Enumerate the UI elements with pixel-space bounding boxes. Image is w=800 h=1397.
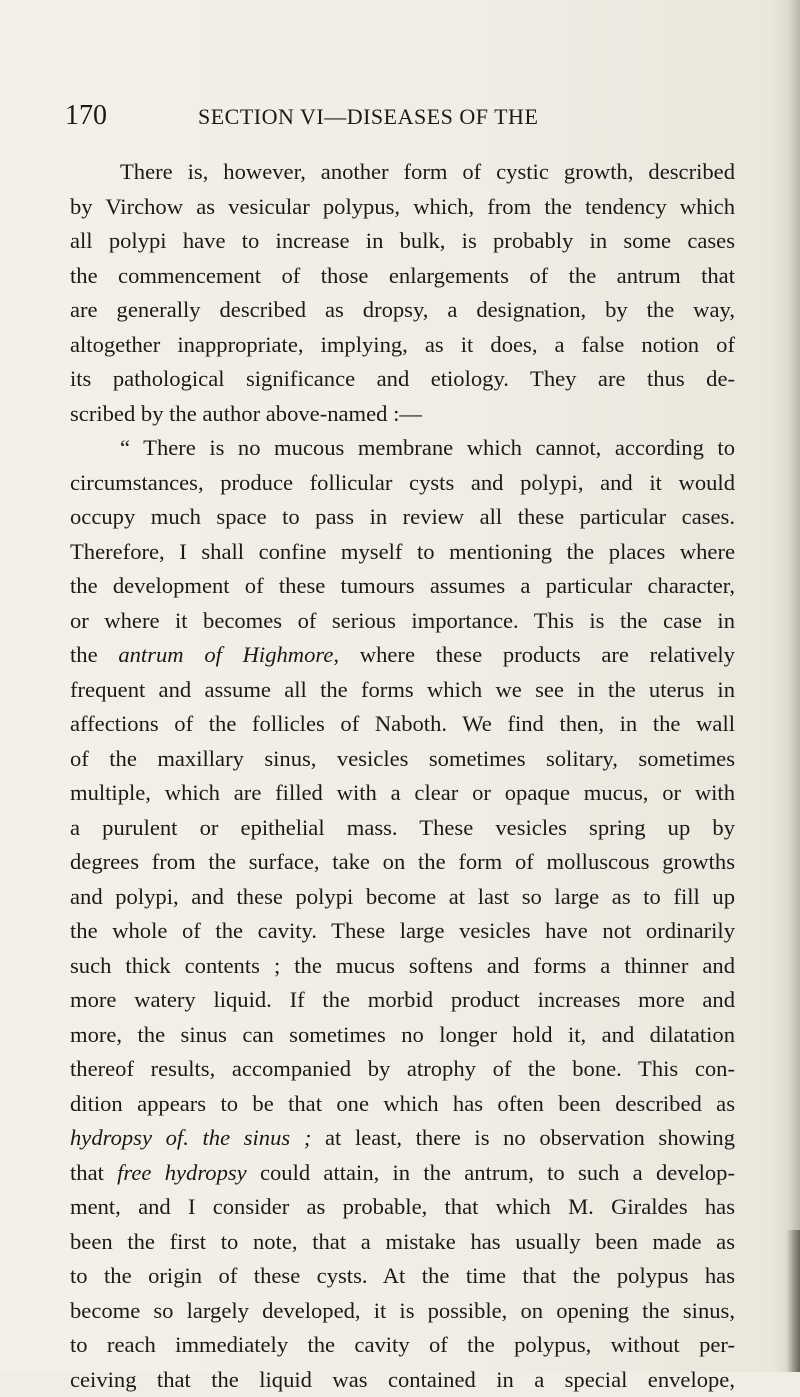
text-run: the: [70, 642, 118, 667]
body-text: [70, 155, 735, 1397]
text-line: dition appears to be that one which has often been described as: [70, 1087, 735, 1122]
text-line-with-italic: [70, 638, 735, 673]
text-run: where these products are relatively: [339, 642, 735, 667]
text-line: the development of these tumours assumes a particular character,: [70, 569, 735, 604]
text-line: affections of the follicles of Naboth. We find then, in the wall: [70, 707, 735, 742]
text-line-with-italic: [70, 1156, 735, 1191]
text-line: such thick contents ; the mucus softens and forms a thinner and: [70, 949, 735, 984]
text-line: or where it becomes of serious importance. This is the case in: [70, 604, 735, 639]
text-run: that: [70, 1160, 117, 1185]
text-line: circumstances, produce follicular cysts and polypi, and it would: [70, 466, 735, 501]
text-line: and polypi, and these polypi become at last so large as to fill up: [70, 880, 735, 915]
text-line: of the maxillary sinus, vesicles sometimes solitary, sometimes: [70, 742, 735, 777]
text-line: altogether inappropriate, implying, as it does, a false notion of: [70, 328, 735, 363]
text-line: scribed by the author above-named :—: [70, 397, 735, 432]
text-line: There is, however, another form of cystic growth, described: [70, 155, 735, 190]
text-line: multiple, which are filled with a clear or opaque mucus, or with: [70, 776, 735, 811]
text-line: thereof results, accompanied by atrophy of the bone. This con-: [70, 1052, 735, 1087]
text-line: degrees from the surface, take on the form of molluscous growths: [70, 845, 735, 880]
running-head: SECTION VI—DISEASES OF THE: [198, 104, 538, 130]
text-line: Therefore, I shall confine myself to mentioning the places where: [70, 535, 735, 570]
text-line: to the origin of these cysts. At the time that the polypus has: [70, 1259, 735, 1294]
page-header: [0, 100, 800, 140]
text-line: more, the sinus can sometimes no longer hold it, and dilatation: [70, 1018, 735, 1053]
text-line: ment, and I consider as probable, that which M. Giraldes has: [70, 1190, 735, 1225]
text-line: frequent and assume all the forms which we see in the uterus in: [70, 673, 735, 708]
italic-run: antrum of Highmore,: [118, 642, 339, 667]
text-line-with-italic: [70, 1121, 735, 1156]
text-line: by Virchow as vesicular polypus, which, from the tendency which: [70, 190, 735, 225]
italic-run: free hydropsy: [117, 1160, 247, 1185]
text-line: are generally described as dropsy, a designation, by the way,: [70, 293, 735, 328]
text-line: become so largely developed, it is possible, on opening the sinus,: [70, 1294, 735, 1329]
page-edge-mark: [786, 1230, 800, 1372]
text-run: could attain, in the antrum, to such a develop-: [247, 1160, 735, 1185]
text-line: the commencement of those enlargements of the antrum that: [70, 259, 735, 294]
text-line: more watery liquid. If the morbid product increases more and: [70, 983, 735, 1018]
text-line: the whole of the cavity. These large vesicles have not ordinarily: [70, 914, 735, 949]
page-number: 170: [65, 100, 107, 132]
page-edge-shadow: [772, 0, 800, 1372]
text-line: been the first to note, that a mistake has usually been made as: [70, 1225, 735, 1260]
text-line: a purulent or epithelial mass. These vesicles spring up by: [70, 811, 735, 846]
text-line: ceiving that the liquid was contained in a special envelope,: [70, 1363, 735, 1397]
text-line: occupy much space to pass in review all these particular cases.: [70, 500, 735, 535]
text-run: at least, there is no observation showing: [311, 1125, 735, 1150]
text-line: its pathological significance and etiology. They are thus de-: [70, 362, 735, 397]
text-line: to reach immediately the cavity of the polypus, without per-: [70, 1328, 735, 1363]
italic-run: hydropsy of. the sinus ;: [70, 1125, 311, 1150]
text-line: all polypi have to increase in bulk, is probably in some cases: [70, 224, 735, 259]
text-line: “ There is no mucous membrane which cannot, according to: [70, 431, 735, 466]
